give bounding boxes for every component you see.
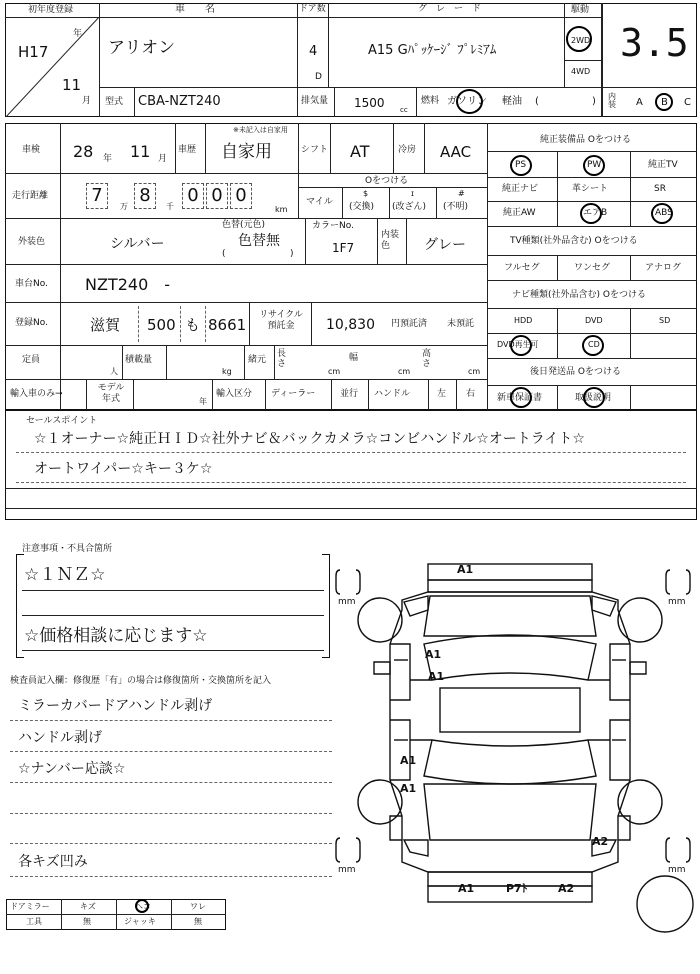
color-paren: ( — [222, 249, 226, 259]
mileage-km: km — [275, 205, 288, 214]
plate-kana: も — [185, 316, 201, 334]
mileage-label: 走行距離 — [12, 191, 49, 201]
displacement-unit: cc — [400, 106, 408, 114]
car-name: アリオン — [108, 38, 176, 58]
tv-fullseg: フルセグ — [504, 263, 540, 273]
color-change: 色替無 — [238, 233, 280, 249]
interior-color: グレー — [424, 237, 466, 253]
load-label: 積載量 — [125, 355, 153, 365]
car-damage-diagram — [330, 540, 700, 970]
displacement-value: 1500 — [354, 96, 385, 110]
recycle-unit: 円預託済 — [391, 319, 428, 329]
history-value: 自家用 — [221, 142, 272, 162]
color-code-label: カラーNo. — [312, 221, 354, 231]
equip-pw: PW — [587, 160, 602, 170]
color-label: 外装色 — [18, 237, 46, 247]
mileage-unk: (不明) — [443, 202, 469, 212]
color-code: 1F7 — [332, 241, 355, 255]
damage-mark-1: A1 — [457, 563, 474, 576]
height-unit: cm — [468, 367, 481, 376]
tools-cell-7: ジャッキ — [124, 917, 156, 926]
navi-cd: CD — [588, 340, 600, 349]
import-type-label: 輸入区分 — [216, 389, 253, 399]
interior-b-circle — [655, 93, 673, 111]
equip-abs-circle — [651, 203, 673, 224]
chassis-label: 車台No. — [15, 279, 48, 289]
mileage-digit-2: 8 — [134, 183, 156, 209]
reg-month: 11 — [62, 76, 82, 94]
score: 3.5 — [620, 21, 689, 65]
mm-label-2: mm — [668, 597, 686, 607]
grade-label: グ レ ー ド — [418, 4, 482, 14]
import-right: 右 — [466, 389, 476, 399]
interior-b: B — [661, 97, 668, 108]
import-left: 左 — [437, 389, 447, 399]
fuel-diesel: 軽油 — [502, 96, 522, 107]
tools-dent-circle — [135, 899, 149, 913]
equip-airbag: エアB — [583, 208, 608, 218]
doors-sub: D — [315, 72, 322, 82]
model-value: CBA-NZT240 — [138, 94, 221, 109]
drive-2wd-circle — [566, 26, 592, 52]
navi-title: ナビ種類(社外品含む) Oをつける — [512, 290, 646, 300]
car-name-label: 車 名 — [175, 4, 215, 15]
tools-cell-2: キズ — [80, 902, 96, 911]
navi-hdd: HDD — [514, 316, 533, 325]
insp-month-unit: 月 — [158, 154, 168, 164]
inspector-line-2: ハンドル剥げ — [18, 730, 102, 746]
equip-ps: PS — [515, 160, 527, 170]
after-manual: 取扱説明 — [575, 393, 612, 403]
damage-mark-2: A1 — [425, 648, 442, 661]
mm-label-4: mm — [668, 865, 686, 875]
fuel-label: 燃料 — [421, 96, 440, 106]
plate-number: 8661 — [208, 316, 247, 334]
doors-label: ドア数 — [299, 4, 326, 14]
import-year-unit: 年 — [199, 397, 207, 406]
shift-value: AT — [350, 142, 370, 161]
width-unit: cm — [398, 367, 411, 376]
damage-mark-3: A1 — [428, 670, 445, 683]
plate-label: 登録No. — [15, 318, 48, 328]
reg-era: H17 — [18, 43, 49, 61]
recycle-label: リサイクル預託金 — [259, 310, 303, 331]
after-warranty: 新車保証書 — [497, 393, 543, 403]
inspector-label: 検査員記入欄：修復歴「有」の場合は修復箇所・交換箇所を記入 — [10, 676, 272, 686]
insp-month: 11 — [130, 142, 151, 161]
width-label: 幅 — [349, 353, 359, 363]
notes-line1: ☆１ＮＺ☆ — [24, 565, 106, 585]
interior-a: A — [636, 97, 643, 108]
model-year-label: モデル年式 — [97, 383, 125, 404]
doors-value: 4 — [309, 44, 318, 59]
sales-line2: オートワイパー☆キー３ケ☆ — [34, 461, 213, 477]
mileage-unk-sym: # — [458, 189, 465, 198]
tools-cell-4: ワレ — [190, 902, 206, 911]
equip-abs: ABS — [655, 208, 673, 218]
mileage-mile: マイル — [306, 197, 333, 207]
drive-4wd: 4WD — [571, 67, 591, 76]
inspection-label: 車検 — [22, 145, 41, 155]
equip-navi: 純正ナビ — [502, 184, 539, 194]
navi-cd-circle — [582, 335, 604, 356]
fuel-paren-close: ) — [592, 96, 596, 107]
tools-cell-5: 工具 — [26, 917, 42, 926]
interior-label: 内装 — [608, 92, 616, 109]
color-change-label: 色替(元色) — [222, 220, 266, 230]
navi-sd: SD — [659, 316, 671, 325]
capacity-unit: 人 — [110, 367, 118, 376]
equip-aw: 純正AW — [503, 208, 536, 218]
size-label: 緒元 — [248, 355, 267, 365]
tools-cell-1: ドアミラー — [10, 902, 50, 911]
mileage-alt-sym: ɪ — [411, 189, 414, 198]
load-unit: kg — [222, 367, 232, 376]
interior-c: C — [684, 97, 691, 108]
equip-leather: 革シート — [572, 184, 609, 194]
sales-label: セールスポイント — [26, 416, 98, 426]
reg-month-unit: 月 — [82, 96, 92, 106]
import-handle: ハンドル — [374, 389, 411, 399]
tv-title: TV種類(社外品含む) Oをつける — [510, 236, 638, 246]
drive-2wd: 2WD — [571, 36, 591, 45]
mileage-man: 万 — [120, 202, 128, 211]
tools-cell-6: 無 — [83, 917, 91, 926]
mileage-digit-5: 0 — [230, 183, 252, 209]
import-dealer: ディーラー — [271, 389, 316, 399]
chassis-value: NZT240 - — [85, 275, 171, 294]
after-manual-circle — [583, 387, 605, 408]
sales-line1: ☆１オーナー☆純正ＨＩＤ☆社外ナビ＆バックカメラ☆コンビハンドル☆オートライト☆ — [34, 431, 585, 447]
navi-dvd: DVD — [585, 316, 603, 325]
fuel-paren: ( — [535, 96, 539, 107]
height-label: 高さ — [422, 349, 432, 369]
fuel-gas-circle — [456, 89, 483, 114]
mm-label-1: mm — [338, 597, 356, 607]
import-label: 輸入車のみ→ — [10, 389, 63, 399]
mileage-digit-1: 7 — [86, 183, 108, 209]
mileage-sen: 千 — [166, 202, 174, 211]
inspector-line-3: ☆ナンバー応談☆ — [18, 761, 126, 777]
tools-cell-8: 無 — [194, 917, 202, 926]
plate-class: 500 — [147, 316, 176, 334]
mm-label-3: mm — [338, 865, 356, 875]
shift-label: シフト — [301, 145, 329, 155]
notes-line2: ☆価格相談に応じます☆ — [24, 626, 208, 646]
recycle-value: 10,830 — [326, 317, 375, 333]
tools-cell-3: ヘコ — [135, 902, 151, 911]
tv-oneseg: ワンセグ — [574, 263, 611, 273]
ac-value: AAC — [440, 143, 472, 161]
equip-airbag-circle — [580, 203, 602, 224]
mileage-mark-title: Oをつける — [365, 176, 409, 186]
notes-label: 注意事項・不具合箇所 — [22, 544, 113, 554]
equipment-title: 純正装備品 Oをつける — [540, 135, 631, 145]
mileage-digit-3: 0 — [182, 183, 204, 209]
mileage-exch-sym: $ — [363, 189, 369, 198]
color-paren-close: ) — [290, 249, 294, 259]
drive-label: 駆動 — [571, 5, 590, 15]
equip-pw-circle — [583, 155, 605, 176]
history-note: ※未記入は自家用 — [233, 126, 288, 134]
insp-year-unit: 年 — [103, 154, 113, 164]
reg-label: 初年度登録 — [28, 5, 74, 15]
inspector-line-6: 各キズ凹み — [18, 854, 88, 870]
equip-sr: SR — [654, 184, 666, 194]
fuel-gas: ガソリン — [447, 96, 487, 107]
damage-mark-9: A2 — [558, 882, 575, 895]
equip-ps-circle — [510, 155, 532, 176]
interior-color-label: 内装色 — [381, 230, 400, 251]
ac-label: 冷房 — [398, 145, 417, 155]
recycle-not: 未預託 — [447, 319, 475, 329]
navi-dvd-play: DVD再生可 — [497, 340, 539, 349]
tv-analog: アナログ — [645, 263, 682, 273]
grade-value: A15 Gﾊﾟｯｹｰｼﾞ ﾌﾟﾚﾐｱﾑ — [368, 43, 497, 58]
history-label: 車歴 — [178, 145, 197, 155]
damage-mark-7: A1 — [458, 882, 475, 895]
color-value: シルバー — [110, 236, 165, 252]
reg-year-unit: 年 — [73, 29, 83, 39]
model-label: 型式 — [105, 97, 124, 107]
length-unit: cm — [328, 367, 341, 376]
mileage-exch: (交換) — [349, 202, 375, 212]
mileage-digit-4: 0 — [206, 183, 228, 209]
damage-mark-4: A1 — [400, 754, 417, 767]
length-label: 長さ — [277, 349, 287, 369]
insp-year: 28 — [73, 142, 94, 161]
equip-tv: 純正TV — [648, 160, 678, 170]
damage-mark-8: P7ﾄ — [506, 882, 528, 895]
after-warranty-circle — [510, 387, 532, 408]
import-parallel: 並行 — [340, 389, 359, 399]
after-title: 後日発送品 Oをつける — [530, 367, 621, 377]
inspector-line-1: ミラーカバードアハンドル剥げ — [18, 698, 213, 714]
mileage-alt: (改ざん) — [392, 202, 427, 212]
damage-mark-5: A1 — [400, 782, 417, 795]
capacity-label: 定員 — [22, 355, 41, 365]
plate-region: 滋賀 — [90, 316, 121, 334]
displacement-label: 排気量 — [301, 96, 329, 106]
damage-mark-6: A2 — [592, 835, 609, 848]
navi-dvd-play-circle — [510, 335, 532, 356]
